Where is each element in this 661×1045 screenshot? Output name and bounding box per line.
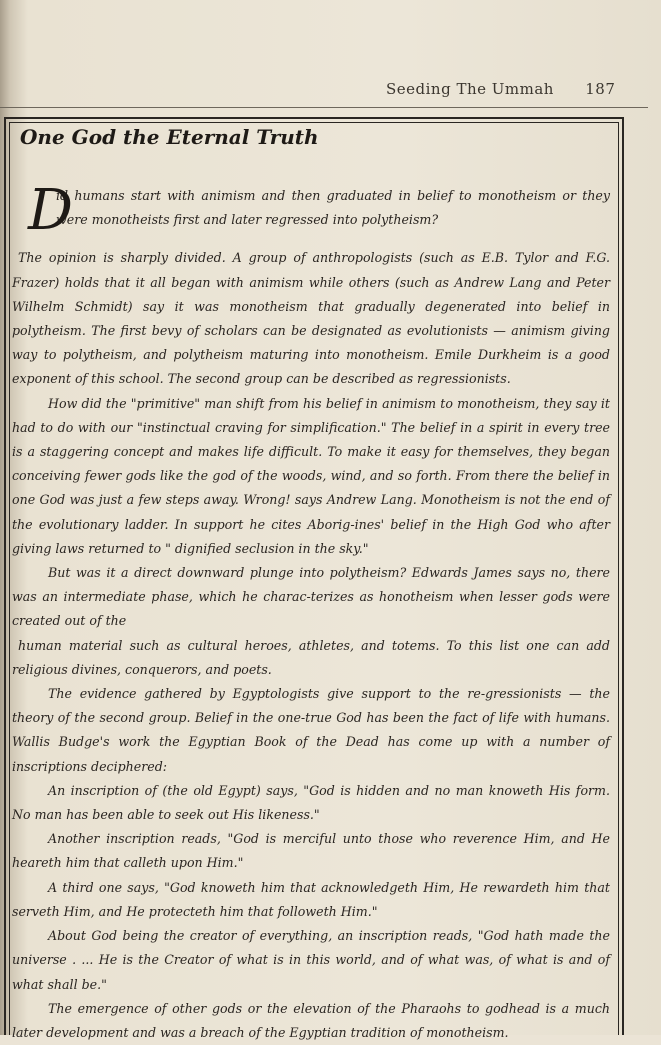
page-number: 187: [585, 80, 616, 98]
paragraph: But was it a direct downward plunge into polytheism? Edwards James says no, there was an intermediate phase, which he charac-terizes as honotheism when lesser gods were created out of the: [12, 565, 610, 629]
paragraph: How did the "primitive" man shift from his belief in animism to monotheism, they say it had to do with our "instinctual craving for simplification." The belief in a spirit in every tree is a staggering concept and makes life difficult. To make it easy for themselves, they began conceiving fewer gods like the god of the woods, wind, and so forth. From there the belief in one God was just a few steps away. Wrong! says Andrew Lang. Monotheism is not the end of the evolutionary ladder. In support he cites Aborig-ines' belief in the High God who after giving laws returned to " dignified seclusion in the sky.": [12, 395, 610, 556]
paragraph: The opinion is sharply divided. A group of anthropologists (such as E.B. Tylor and F.G. Frazer) holds that it all began with animism while others (such as Andrew Lang and Peter Wilhelm Schmidt) say it was monotheism that gradually degenerated into belief in polytheism. The first bevy of scholars can be designated as evolutionists — animism giving way to polytheism, and polytheism maturing into monotheism. Emile Durkheim is a good exponent of this school. The second group can be described as regressionists.: [12, 250, 610, 387]
drop-cap: D: [28, 178, 73, 243]
running-head: [386, 80, 615, 98]
intro-paragraph: [12, 178, 610, 243]
intro-text: id humans start with animism and then graduated in belief to monotheism or they were monotheists first and later regressed into polytheism?: [56, 188, 610, 228]
paragraph: Another inscription reads, "God is merciful unto those who reverence Him, and He heareth him that calleth upon Him.": [12, 831, 610, 871]
header-rule: [0, 107, 648, 108]
body-text: [12, 178, 610, 1045]
book-title: Seeding The Ummah: [386, 80, 554, 98]
paragraph: human material such as cultural heroes, athletes, and totems. To this list one can add religious divines, conquerors, and poets.: [12, 637, 610, 677]
section-heading: One God the Eternal Truth: [20, 125, 319, 149]
paragraph: The evidence gathered by Egyptologists give support to the re-gressionists — the theory of the second group. Belief in the one-true God has been the fact of life with humans. Wallis Budge's work the Egyptian Book of the Dead has come up with a number of inscriptions deciphered:: [12, 686, 610, 774]
paragraph: A third one says, "God knoweth him that acknowledgeth Him, He rewardeth him that serveth Him, and He protecteth him that followeth Him.": [12, 879, 610, 919]
paragraph-gap: [12, 232, 610, 246]
paragraph: The emergence of other gods or the elevation of the Pharaohs to godhead is a much later development and was a breach of the Egyptian tradition of monotheism.: [12, 1000, 610, 1040]
paragraph: An inscription of (the old Egypt) says, "God is hidden and no man knoweth His form. No man has been able to seek out His likeness.": [12, 782, 610, 823]
paragraph: About God being the creator of everything, an inscription reads, "God hath made the universe . ... He is the Creator of what is in this world, and of what was, of what is and of what shall be.": [12, 928, 610, 992]
